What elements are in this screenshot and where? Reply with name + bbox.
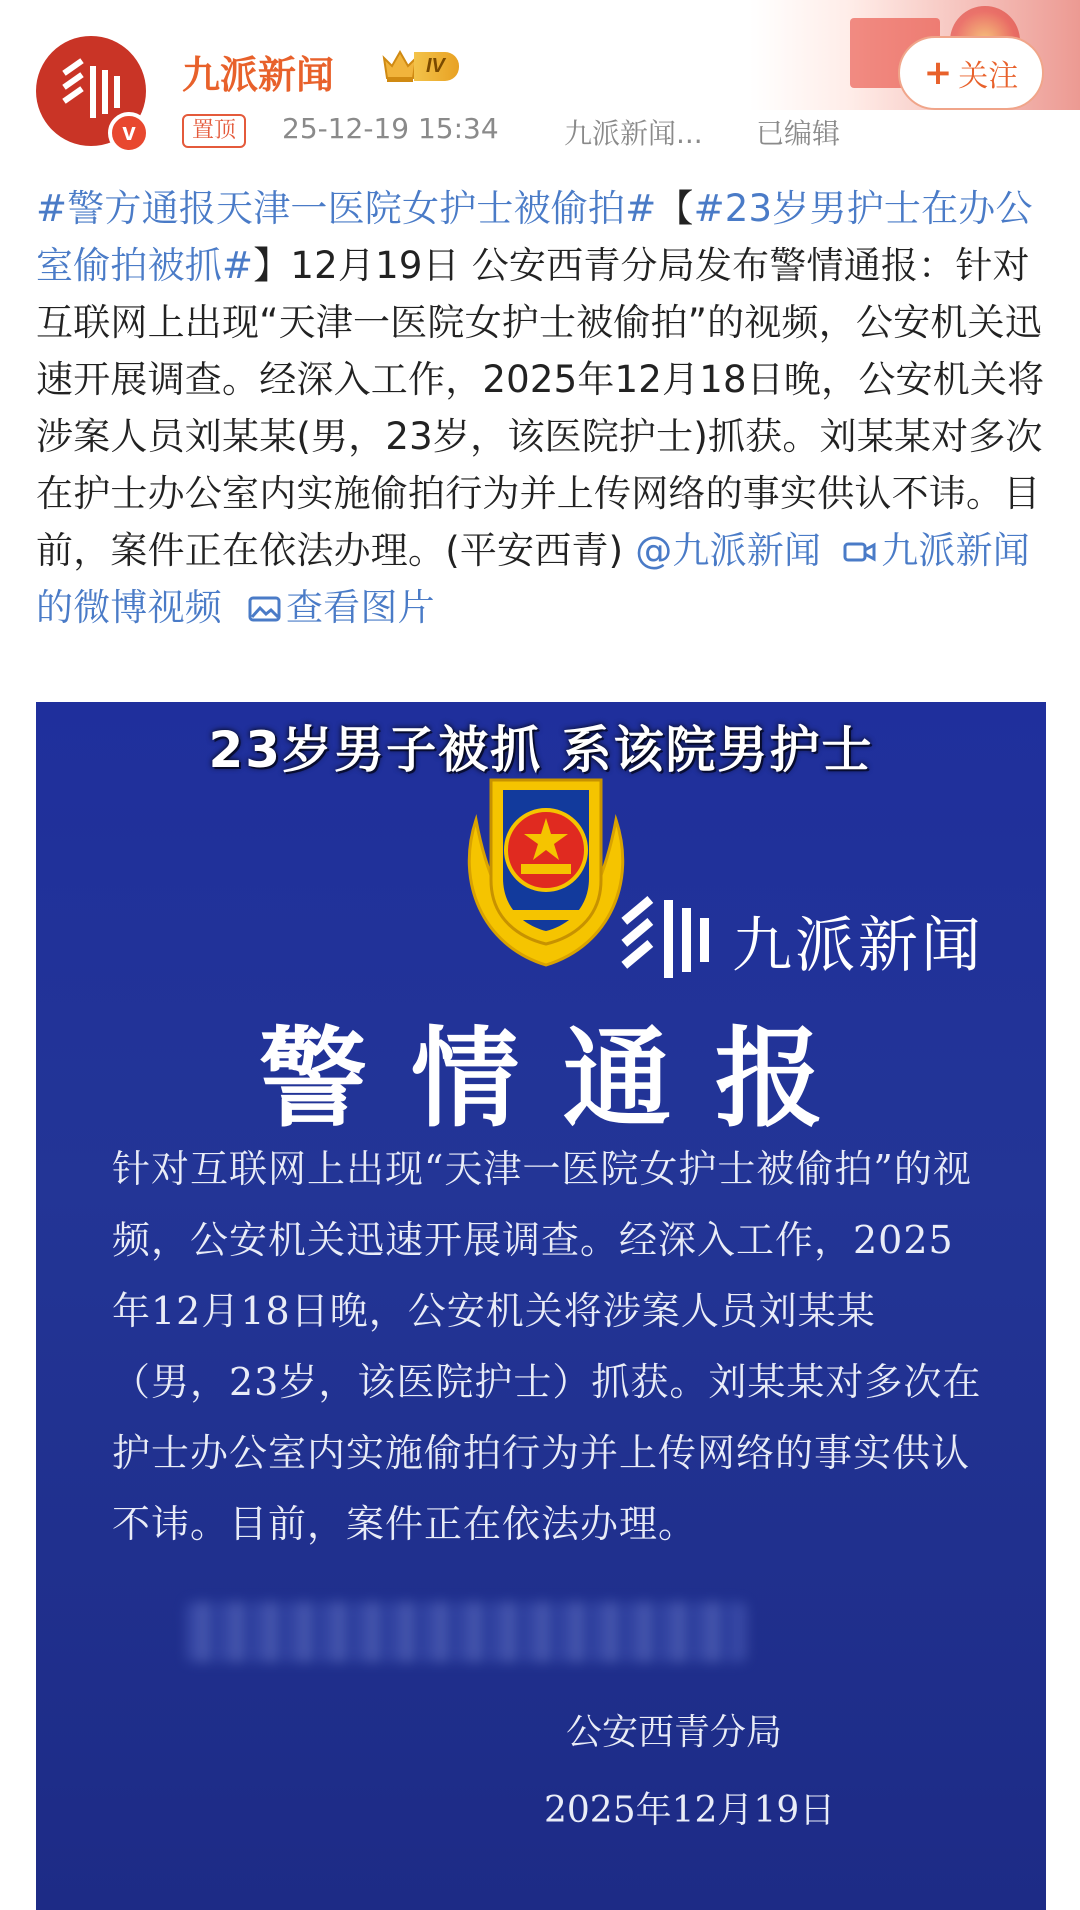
plus-icon: + [923,53,953,93]
verified-icon: v [108,112,150,154]
video-link-icon [843,538,877,566]
view-image-link[interactable] [234,586,435,629]
image-link-icon [248,595,282,623]
post-source[interactable]: 九派新闻... [564,117,703,150]
view-image-label: 查看图片 [285,586,435,629]
notice-date: 2025年12月19日 [544,1790,836,1831]
topic-link[interactable]: #警方通报天津一医院女护士被偷拍# [36,187,657,230]
video-link-label: 九派新闻的微博视频 [36,529,1031,629]
follow-label: 关注 [958,59,1019,94]
notice-issuer: 公安西青分局 [566,1712,783,1753]
brand-logo-icon [616,892,726,982]
mention-link[interactable]: @九派新闻 [635,529,822,572]
vip-badge[interactable] [380,48,459,84]
police-emblem-icon [451,760,641,970]
blurred-text [186,1602,746,1662]
edited-label: 已编辑 [756,117,841,150]
brand-name: 九派新闻 [732,911,984,981]
post-timestamp: 25-12-19 15:34 [282,112,499,145]
bracket-open: 【 [656,187,694,230]
post-header [0,0,1080,160]
image-headline: 23岁男子被抓 系该院男护士 [208,721,874,779]
topic-link[interactable]: #23岁男护士在办公室偷拍被抓# [36,187,1033,287]
post-image[interactable] [36,702,1046,1910]
vip-level: IV [414,52,459,81]
notice-title: 警情通报 [258,1016,867,1142]
follow-button[interactable] [898,36,1044,110]
notice-body: 针对互联网上出现“天津一医院女护士被偷拍”的视频，公安机关迅速开展调查。经深入工作，2025年12月18日晚，公安机关将涉案人员刘某某（男，23岁，该医院护士）抓获。刘某某对多次在护士办公室内实施偷拍行为并上传网络的事实供认不讳。目前，案件正在依法办理。 [112,1147,982,1546]
pinned-tag: 置顶 [182,114,246,148]
post-text [36,180,1048,636]
account-name[interactable]: 九派新闻 [182,53,335,97]
bracket-close: 】 [253,244,291,287]
post-body: 12月19日 公安西青分局发布警情通报：针对互联网上出现“天津一医院女护士被偷拍”的视频，公安机关迅速开展调查。经深入工作，2025年12月18日晚，公安机关将涉案人员刘某某(男，23岁，该医院护士)抓获。刘某某对多次在护士办公室内实施偷拍行为并上传网络的事实供认不讳。目前，案件正在依法办理。(平安西青) [36,244,1045,572]
